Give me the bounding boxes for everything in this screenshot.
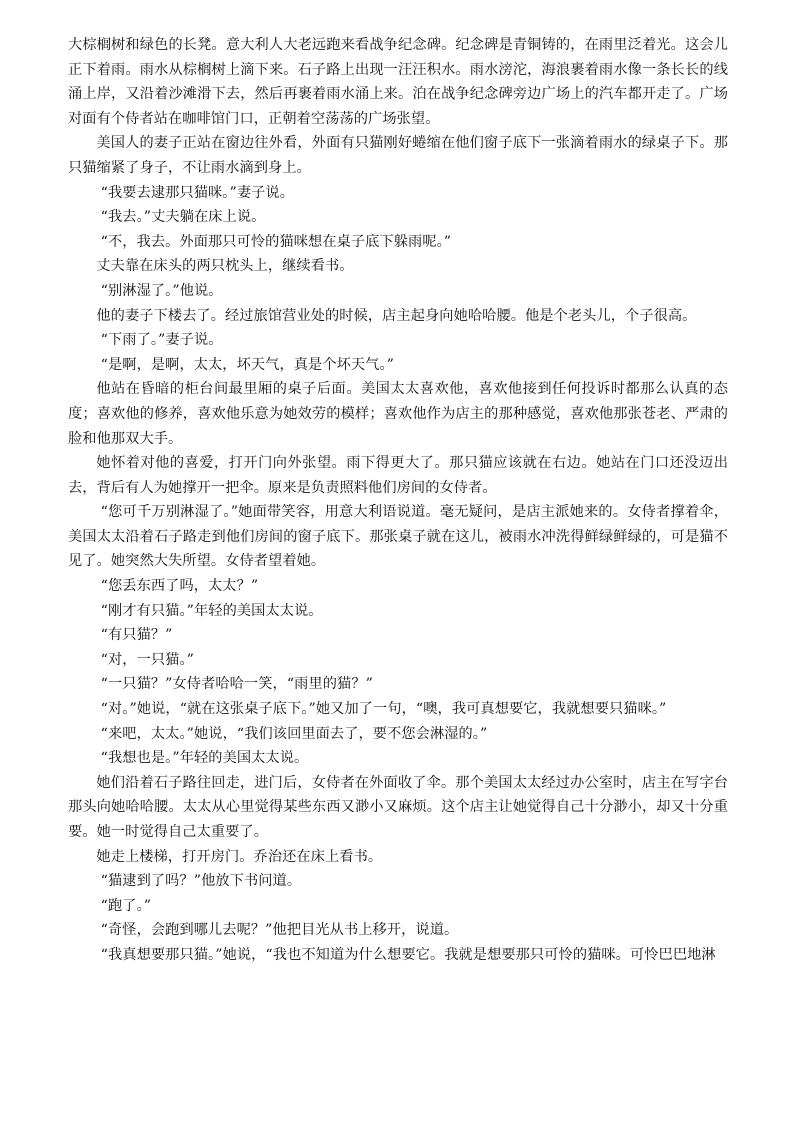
paragraph: 他站在昏暗的柜台间最里厢的桌子后面。美国太太喜欢他，喜欢他接到任何投诉时都那么认真的态度；喜欢他的修养，喜欢他乐意为她效劳的模样；喜欢他作为店主的那种感觉，喜欢他那张苍老、严肃的脸和他那双大手。 <box>68 381 728 447</box>
paragraph: “不，我去。外面那只可怜的猫咪想在桌子底下躲雨呢。” <box>100 233 452 250</box>
paragraph: “来吧，太太。”她说，“我们该回里面去了，要不您会淋湿的。” <box>100 725 488 742</box>
paragraph: “别淋湿了。”他说。 <box>100 282 223 299</box>
paragraph: 美国人的妻子正站在窗边往外看，外面有只猫刚好蜷缩在他们窗子底下一张滴着雨水的绿桌子下。那只猫缩紧了身子，不让雨水滴到身上。 <box>68 135 728 176</box>
paragraph: “对。”她说，“就在这张桌子底下。”她又加了一句，“噢，我可真想要它，我就想要只猫咪。” <box>100 701 667 718</box>
paragraph: “我想也是。”年轻的美国太太说。 <box>100 750 309 767</box>
paragraph: 他的妻子下楼去了。经过旅馆营业处的时候，店主起身向她哈哈腰。他是个老头儿，个子很高。 <box>96 307 697 324</box>
paragraph: “猫逮到了吗？”他放下书问道。 <box>100 873 302 890</box>
paragraph: “下雨了。”妻子说。 <box>100 332 223 349</box>
paragraph: “一只猫？”女侍者哈哈一笑，“雨里的猫？” <box>100 676 373 693</box>
paragraph: 大棕榈树和绿色的长凳。意大利人大老远跑来看战争纪念碑。纪念碑是青铜铸的，在雨里泛着光。这会儿正下着雨。雨水从棕榈树上滴下来。石子路上出现一汪汪积水。雨水滂沱，海浪裹着雨水像一条长长的线涌上岸，又沿着沙滩滑下去，然后再裹着雨水涌上来。泊在战争纪念碑旁边广场上的汽车都开走了。广场对面有个侍者站在咖啡馆门口，正朝着空荡荡的广场张望。 <box>68 37 728 127</box>
paragraph: 她怀着对他的喜爱，打开门向外张望。雨下得更大了。那只猫应该就在右边。她站在门口还没迈出去，背后有人为她撑开一把伞。原来是负责照料他们房间的女侍者。 <box>68 455 728 496</box>
paragraph: 她走上楼梯，打开房门。乔治还在床上看书。 <box>96 848 383 865</box>
paragraph: 她们沿着石子路往回走，进门后，女侍者在外面收了伞。那个美国太太经过办公室时，店主在写字台那头向她哈哈腰。太太从心里觉得某些东西又渺小又麻烦。这个店主让她觉得自己十分渺小，却又十分重要。她一时觉得自己太重要了。 <box>68 774 728 840</box>
paragraph: “您可千万别淋湿了。”她面带笑容，用意大利语说道。毫无疑问，是店主派她来的。女侍者撑着伞，美国太太沿着石子路走到他们房间的窗子底下。那张桌子就在这儿，被雨水冲洗得鲜绿鲜绿的，可是猫不见了。她突然大失所望。女侍者望着她。 <box>68 504 728 570</box>
paragraph: “我真想要那只猫。”她说，“我也不知道为什么想要它。我就是想要那只可怜的猫咪。可怜巴巴地淋 <box>100 946 716 963</box>
paragraph: “我要去逮那只猫咪。”妻子说。 <box>100 184 295 201</box>
paragraph: “跑了。” <box>100 897 152 914</box>
paragraph: “我去。”丈夫躺在床上说。 <box>100 209 266 226</box>
paragraph: “有只猫？” <box>100 627 173 644</box>
paragraph: “是啊，是啊，太太，坏天气，真是个坏天气。” <box>100 356 395 373</box>
paragraph: “刚才有只猫。”年轻的美国太太说。 <box>100 602 323 619</box>
paragraph: “对，一只猫。” <box>100 651 194 668</box>
document-page <box>68 33 728 968</box>
paragraph: “奇怪，会跑到哪儿去呢？”他把目光从书上移开，说道。 <box>100 922 459 939</box>
paragraph: 丈夫靠在床头的两只枕头上，继续看书。 <box>96 258 354 275</box>
paragraph: “您丢东西了吗，太太？” <box>100 578 259 595</box>
